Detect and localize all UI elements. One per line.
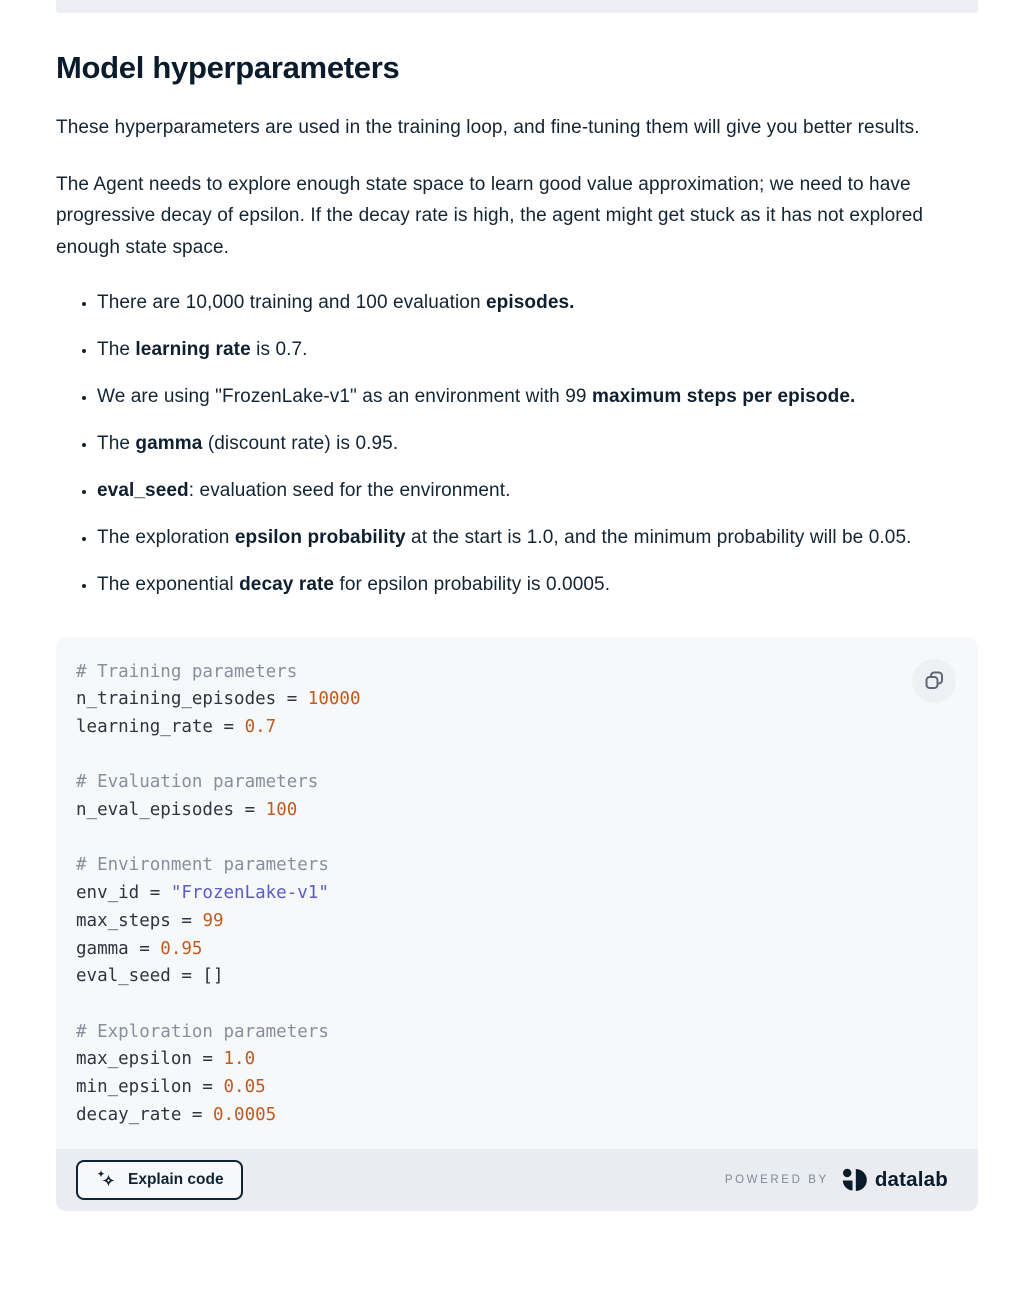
- list-item-bold: eval_seed: [97, 480, 189, 501]
- code-token: 1.0: [223, 1049, 256, 1070]
- code-token: n_training_episodes =: [76, 689, 308, 710]
- list-item: [97, 381, 978, 413]
- code-token: "FrozenLake-v1": [170, 883, 329, 904]
- code-line: [76, 908, 954, 936]
- code-line-blank: [76, 742, 954, 770]
- code-token: 10000: [307, 689, 361, 710]
- code-token: 0.05: [223, 1077, 266, 1097]
- list-item-bold: decay rate: [239, 574, 335, 595]
- code-token: 0.7: [244, 716, 277, 737]
- code-token: max_steps =: [76, 910, 203, 931]
- code-line: [76, 714, 954, 742]
- markdown-cell: [56, 49, 978, 601]
- paragraph: These hyperparameters are used in the training loop, and fine-tuning them will give you better results.: [56, 117, 920, 138]
- powered-by-label: POWERED BY: [724, 1174, 829, 1187]
- datalab-logo: [840, 1167, 869, 1193]
- code-token: n_eval_episodes =: [76, 800, 266, 820]
- code-token: env_id =: [76, 883, 171, 904]
- code-line: [76, 936, 954, 964]
- code-line-blank: [76, 825, 954, 853]
- code-token: # Evaluation parameters: [76, 772, 319, 793]
- datalab-brand[interactable]: [840, 1167, 948, 1193]
- code-token: decay_rate =: [76, 1104, 213, 1125]
- code-line: [76, 880, 954, 908]
- code-cell: [56, 637, 978, 1212]
- code-line: [76, 852, 954, 880]
- code-token: 0.95: [160, 938, 203, 959]
- code-token: 99: [202, 910, 224, 931]
- code-token: # Environment parameters: [76, 855, 329, 876]
- list-item-text: The exponential: [97, 574, 240, 595]
- code-line: [76, 1019, 954, 1047]
- code-token: 100: [265, 800, 298, 820]
- code-editor: [56, 637, 978, 1150]
- code-line: [76, 659, 954, 687]
- list-item-text: The exploration: [97, 527, 235, 548]
- code-token: max_epsilon =: [76, 1049, 224, 1070]
- list-item-bold: maximum steps per episode.: [591, 386, 856, 407]
- list-item: [97, 522, 978, 554]
- page-title: Model hyperparameters: [56, 50, 400, 85]
- list-item-text: for epsilon probability is 0.0005.: [334, 574, 611, 595]
- code-token: # Training parameters: [76, 661, 298, 682]
- list-item: [97, 334, 978, 366]
- code-line: [76, 1102, 954, 1130]
- list-item: [97, 569, 978, 601]
- list-item-text: is 0.7.: [250, 339, 308, 360]
- list-item-text: The: [97, 339, 136, 360]
- list-item-bold: learning rate: [135, 339, 251, 360]
- list-item-text: We are using "FrozenLake-v1" as an environment with 99: [97, 386, 592, 407]
- datalab-brand-name: datalab: [874, 1168, 948, 1192]
- copy-code-button[interactable]: [912, 659, 956, 703]
- previous-cell-edge: [56, 0, 978, 13]
- list-item-text: : evaluation seed for the environment.: [188, 480, 511, 501]
- sparkles-icon: [95, 1169, 117, 1191]
- list-item-bold: gamma: [135, 433, 203, 454]
- list-item-text: The: [97, 433, 136, 454]
- code-token: learning_rate =: [76, 716, 245, 737]
- code-line: [76, 686, 954, 714]
- list-item-bold: epsilon probability: [234, 527, 406, 548]
- bullet-list: [56, 287, 978, 601]
- code-token: min_epsilon =: [76, 1077, 224, 1097]
- code-token: 0.0005: [212, 1104, 277, 1125]
- code-token: # Exploration parameters: [76, 1021, 329, 1042]
- code-line: [76, 963, 954, 991]
- code-line: [76, 769, 954, 797]
- list-item: [97, 475, 978, 507]
- code-token: gamma =: [76, 938, 161, 959]
- code-token: eval_seed = []: [76, 966, 224, 987]
- paragraph: The Agent needs to explore enough state space to learn good value approximation; we need to have progressive decay of epsilon. If the decay rate is high, the agent might get stuck as it has not explored enough state space.: [56, 173, 924, 258]
- list-item: [97, 287, 978, 319]
- explain-code-button[interactable]: [76, 1160, 243, 1200]
- list-item-bold: episodes.: [486, 292, 575, 313]
- code-line: [76, 797, 954, 825]
- explain-code-label: Explain code: [128, 1171, 224, 1189]
- list-item-text: (discount rate) is 0.95.: [202, 433, 399, 454]
- list-item-text: at the start is 1.0, and the minimum probability will be 0.05.: [405, 527, 912, 548]
- powered-by: [725, 1167, 948, 1193]
- list-item-text: There are 10,000 training and 100 evaluation: [97, 292, 486, 313]
- code-line-blank: [76, 991, 954, 1019]
- copy-icon: [924, 670, 945, 691]
- code-cell-footer: [56, 1149, 978, 1211]
- code-line: [76, 1046, 954, 1074]
- list-item: [97, 428, 978, 460]
- code-line: [76, 1074, 954, 1102]
